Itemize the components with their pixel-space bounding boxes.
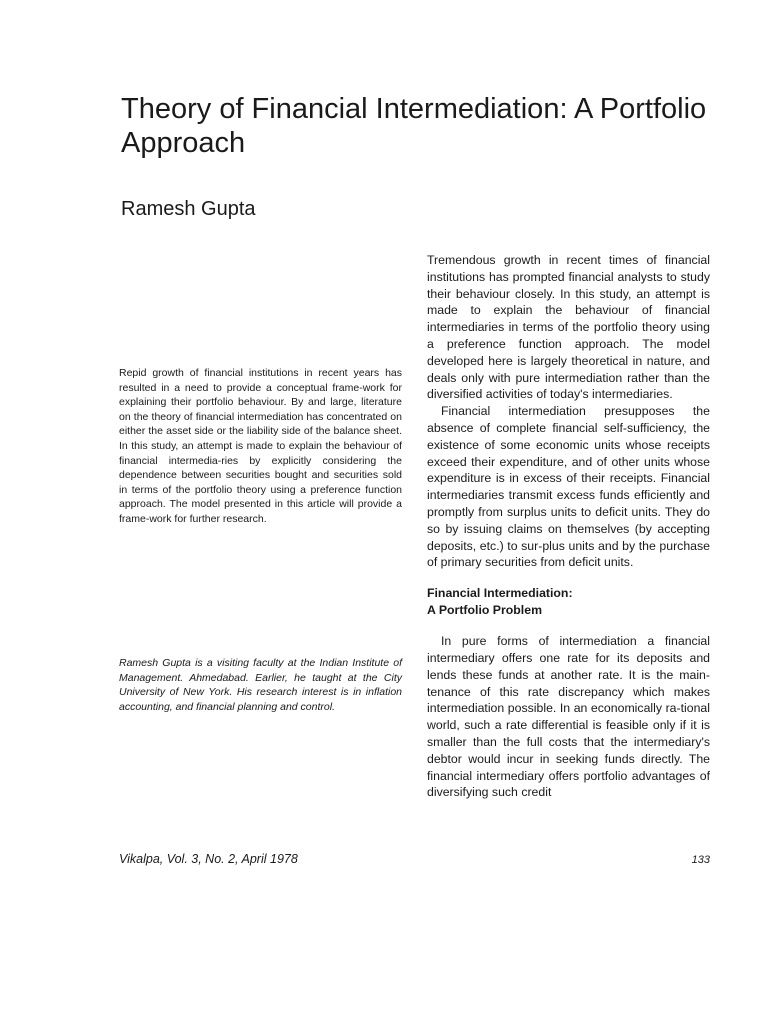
section-heading-line-1: Financial Intermediation: — [427, 586, 573, 601]
page-number: 133 — [691, 854, 710, 866]
journal-citation: Vikalpa, Vol. 3, No. 2, April 1978 — [119, 852, 298, 866]
abstract-text: Repid growth of financial institutions in recent years has resulted in a need to provide a conceptual frame-work for explaining their portfolio behaviour. By and large, literature on the theory of financial intermediation has concentrated on either the asset side or the liability side of the balance sheet. In this study, an attempt is made to explain the behaviour of financial intermedia-ries by explicitly considering the dependence between securities bought and securities sold in terms of the portfolio theory using a preference function approach. The model presented in this article will provide a frame-work for further research. — [119, 367, 402, 525]
body-paragraph-2: Financial intermediation presupposes the absence of complete financial self-sufficiency, the existence of some economic units whose receipts exceed their expenditure, and of other units whose expenditure is in excess of their receipts. Financial intermediaries transmit excess funds efficiently and promptly from surplus units to deficit units. They do so by issuing claims on themselves (by accepting deposits, etc.) to sur-plus units and by the purchase of primary securities from deficit units. — [427, 404, 710, 570]
body-column — [427, 252, 710, 801]
section-heading — [427, 585, 710, 619]
section-paragraph: In pure forms of intermediation a financial intermediary offers one rate for its deposits and lends these funds at another rate. It is the main-tenance of this rate discrepancy which makes intermediation possible. In an economically ra-tional world, such a rate differential is feasible only if it is smaller than the full costs that the intermediary's debtor would incur in seeking funds directly. The financial intermediary offers portfolio advantages of diversifying such credit — [427, 634, 710, 800]
section-heading-line-2: A Portfolio Problem — [427, 603, 543, 618]
author-name: Ramesh Gupta — [121, 198, 256, 220]
body-paragraph-1: Tremendous growth in recent times of financial institutions has prompted financial analysts to study their behaviour closely. In this study, an attempt is made to explain the behaviour of financial intermediaries in terms of the portfolio theory using a preference function approach. The model developed here is largely theoretical in nature, and deals only with pure intermediation rather than the diversified activities of today's intermediaries. — [427, 253, 710, 402]
author-bio: Ramesh Gupta is a visiting faculty at the Indian Institute of Management. Ahmedabad. Earlier, he taught at the City University of New York. His research interest is in inflation accounting, and financial planning and control. — [119, 657, 402, 713]
article-title: Theory of Financial Intermediation: A Portfolio Approach — [121, 93, 707, 159]
